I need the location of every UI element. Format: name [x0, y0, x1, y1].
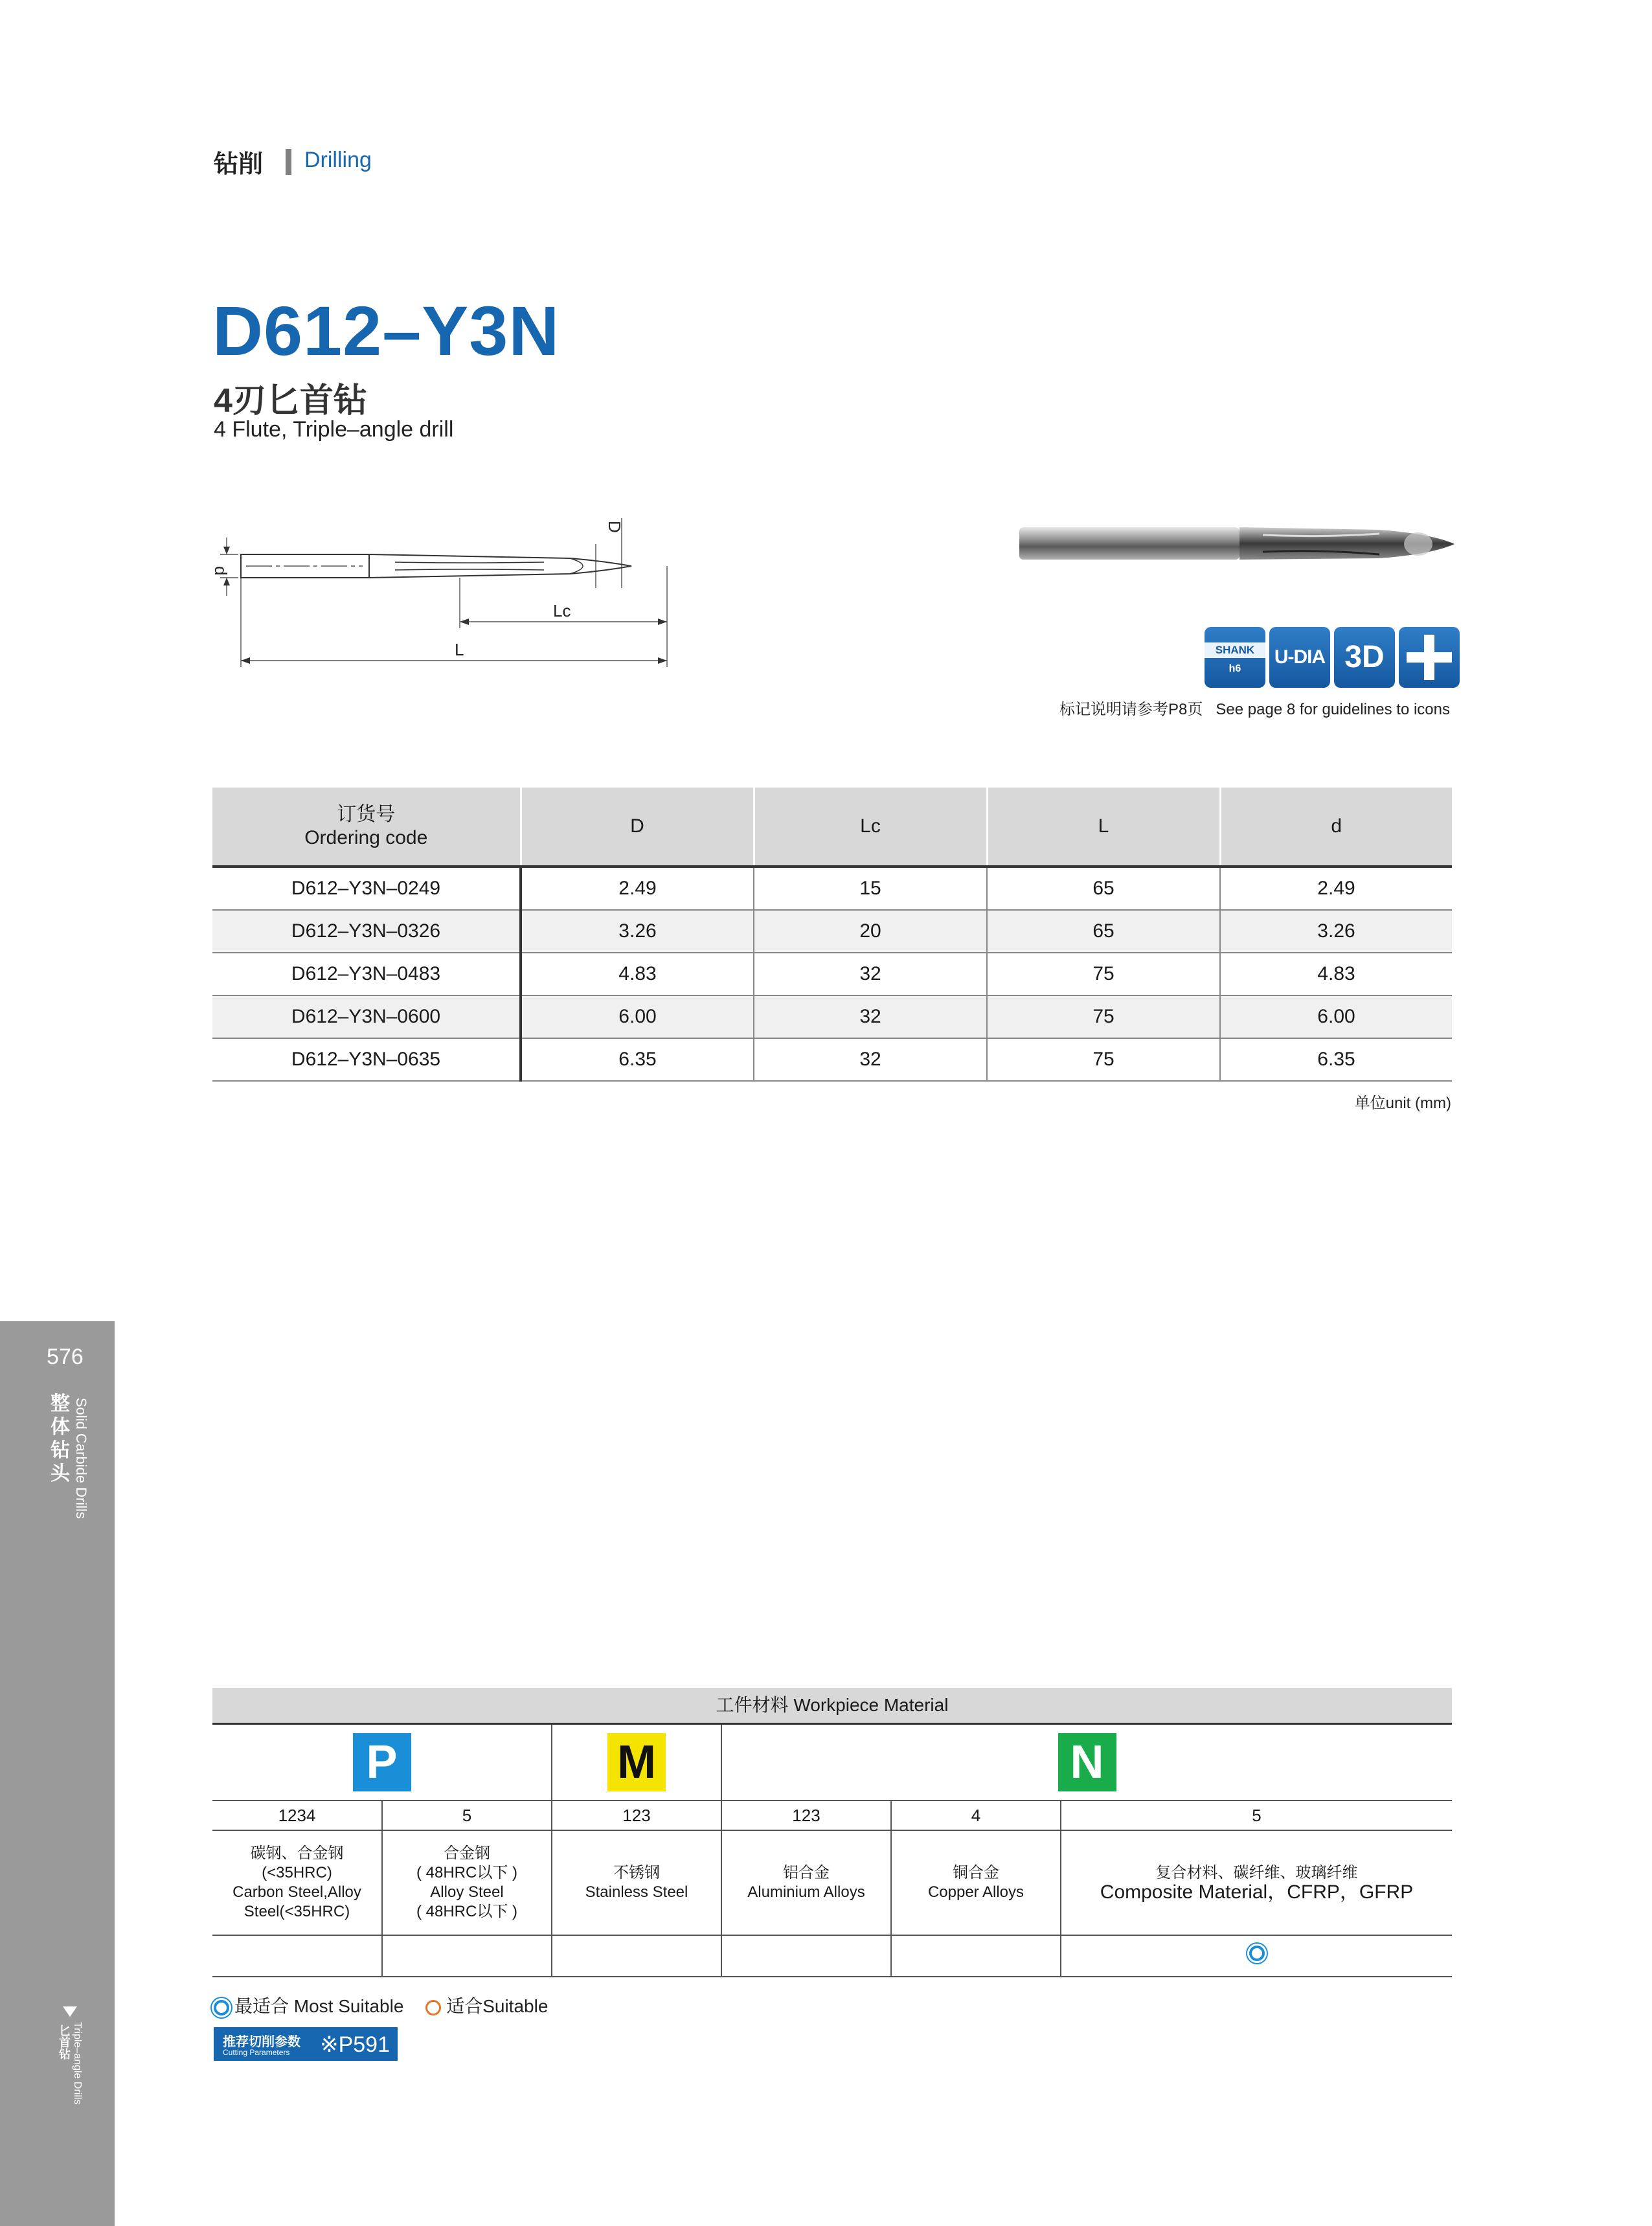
material-name-line: Aluminium Alloys [747, 1883, 865, 1901]
material-table [212, 1725, 1452, 1977]
group-n-cell [721, 1725, 1452, 1800]
material-num: 5 [382, 1800, 552, 1830]
material-table-title: 工件材料 Workpiece Material [212, 1688, 1452, 1725]
material-num: 5 [1061, 1800, 1452, 1830]
3d-icon [1334, 627, 1395, 688]
cell-L: 75 [987, 995, 1220, 1038]
suitability-cell [891, 1935, 1061, 1977]
table-row [212, 867, 1452, 910]
material-name-line: ( 48HRC以下 ) [416, 1903, 517, 1920]
material-name-line: Copper Alloys [927, 1883, 1024, 1901]
icon-note-cn: 标记说明请参考P8页 [1059, 701, 1203, 718]
material-name-line: 合金钢 [444, 1845, 490, 1862]
header-code-en: Ordering code [304, 827, 428, 848]
cell-Lc: 32 [754, 1038, 987, 1081]
material-name [382, 1830, 552, 1935]
cell-D: 3.26 [521, 910, 754, 953]
material-num: 1234 [212, 1800, 382, 1830]
legend-suitable-label: 适合Suitable [446, 1996, 549, 2016]
section-divider [286, 149, 291, 175]
cell-L: 75 [987, 1038, 1220, 1081]
suitability-cell [1061, 1935, 1452, 1977]
cutting-cn: 推荐切削参数 [223, 2035, 300, 2049]
cell-code: D612–Y3N–0326 [212, 910, 521, 953]
suitability-cell [721, 1935, 891, 1977]
cell-d: 3.26 [1220, 910, 1452, 953]
ordering-table [212, 788, 1452, 1082]
suitability-cell [382, 1935, 552, 1977]
material-name [721, 1830, 891, 1935]
shank-tolerance: h6 [1228, 663, 1241, 674]
group-m-badge: M [607, 1733, 666, 1791]
side-subcategory-cn: 匕首钻 [58, 2025, 71, 2060]
suitability-cell [212, 1935, 382, 1977]
cutting-parameters-link[interactable] [214, 2027, 398, 2061]
cell-Lc: 20 [754, 910, 987, 953]
cell-code: D612–Y3N–0483 [212, 953, 521, 995]
most-suitable-icon [214, 2000, 229, 2016]
header-Lc: Lc [754, 788, 987, 867]
cell-code: D612–Y3N–0249 [212, 867, 521, 910]
suitable-icon [425, 2000, 441, 2016]
cell-L: 65 [987, 867, 1220, 910]
material-group-row [212, 1725, 1452, 1800]
material-name-line: 不锈钢 [613, 1864, 660, 1881]
material-name-line: Alloy Steel [430, 1883, 504, 1901]
legend-most [214, 1992, 403, 2018]
cell-D: 6.35 [521, 1038, 754, 1081]
material-name-line: ( 48HRC以下 ) [416, 1864, 517, 1881]
cell-code: D612–Y3N–0600 [212, 995, 521, 1038]
material-name [552, 1830, 721, 1935]
material-name [212, 1830, 382, 1935]
cell-code: D612–Y3N–0635 [212, 1038, 521, 1081]
material-name [891, 1830, 1061, 1935]
header-ordering-code [212, 788, 521, 867]
cell-D: 2.49 [521, 867, 754, 910]
dim-L-label: L [455, 640, 464, 659]
unit-note: 单位unit (mm) [1354, 1095, 1451, 1112]
material-name-line: (<35HRC) [262, 1864, 332, 1881]
material-num: 123 [552, 1800, 721, 1830]
most-suitable-icon [1249, 1946, 1265, 1961]
page-number: 576 [47, 1345, 84, 1369]
side-category-en: Solid Carbide Drills [73, 1398, 89, 1519]
header-D: D [521, 788, 754, 867]
dim-d-label: d [211, 566, 231, 576]
plus-icon [1399, 627, 1460, 688]
material-num: 123 [721, 1800, 891, 1830]
cutting-en: Cutting Parameters [223, 2048, 290, 2057]
section-title-en: Drilling [304, 148, 372, 172]
3d-label: 3D [1344, 640, 1385, 674]
u-dia-label: U-DIA [1274, 646, 1326, 668]
icon-guideline-note [1059, 696, 1450, 719]
material-name-line: Stainless Steel [585, 1883, 688, 1901]
material-name-line: 复合材料、碳纤维、玻璃纤维 [1155, 1864, 1358, 1881]
material-name-line: Steel(<35HRC) [243, 1903, 350, 1920]
cell-D: 6.00 [521, 995, 754, 1038]
cell-D: 4.83 [521, 953, 754, 995]
side-category-cn: 整体钻头 [51, 1393, 70, 1484]
table-row [212, 995, 1452, 1038]
group-m-cell [552, 1725, 721, 1800]
table-row [212, 1038, 1452, 1081]
material-name-row [212, 1830, 1452, 1935]
cell-Lc: 32 [754, 995, 987, 1038]
header-d: d [1220, 788, 1452, 867]
table-row [212, 953, 1452, 995]
product-name-en: 4 Flute, Triple–angle drill [214, 417, 454, 442]
cell-d: 6.00 [1220, 995, 1452, 1038]
suitability-row [212, 1935, 1452, 1977]
side-subcategory-en: Triple–angle Drills [72, 2022, 83, 2105]
material-name-line: 铜合金 [953, 1864, 999, 1881]
material-number-row [212, 1800, 1452, 1830]
cell-Lc: 32 [754, 953, 987, 995]
cell-d: 6.35 [1220, 1038, 1452, 1081]
suitability-legend [214, 1992, 565, 2018]
product-code: D612–Y3N [212, 291, 560, 370]
drill-photo [1017, 518, 1457, 570]
material-name-line: 碳钢、合金钢 [250, 1845, 344, 1862]
technical-drawing [207, 505, 686, 674]
triangle-down-icon [63, 2006, 77, 2017]
shank-h6-icon [1205, 627, 1265, 688]
cell-L: 65 [987, 910, 1220, 953]
cutting-page-ref: ※P591 [320, 2032, 390, 2057]
shank-label: SHANK [1205, 642, 1265, 658]
legend-most-label: 最适合 Most Suitable [234, 1996, 404, 2016]
cell-d: 2.49 [1220, 867, 1452, 910]
dim-D-label: D [605, 521, 624, 533]
cell-d: 4.83 [1220, 953, 1452, 995]
icon-note-en: See page 8 for guidelines to icons [1216, 701, 1450, 718]
material-name-line: 铝合金 [783, 1864, 830, 1881]
header-code-cn: 订货号 [337, 804, 396, 825]
material-num: 4 [891, 1800, 1061, 1830]
material-name-line: Carbon Steel,Alloy [232, 1883, 361, 1901]
cell-Lc: 15 [754, 867, 987, 910]
group-p-badge: P [353, 1733, 411, 1791]
group-n-badge: N [1058, 1733, 1116, 1791]
u-dia-icon [1269, 627, 1330, 688]
header-L: L [987, 788, 1220, 867]
material-name [1061, 1830, 1452, 1935]
table-header-row [212, 788, 1452, 867]
cell-L: 75 [987, 953, 1220, 995]
table-row [212, 910, 1452, 953]
legend-suitable [425, 1992, 548, 2018]
product-name-cn: 4刃匕首钻 [214, 382, 367, 420]
material-name-line: Composite Material，CFRP，GFRP [1100, 1881, 1414, 1903]
dim-Lc-label: Lc [553, 601, 571, 620]
group-p-cell [212, 1725, 552, 1800]
section-title-cn: 钻削 [214, 151, 264, 178]
suitability-cell [552, 1935, 721, 1977]
